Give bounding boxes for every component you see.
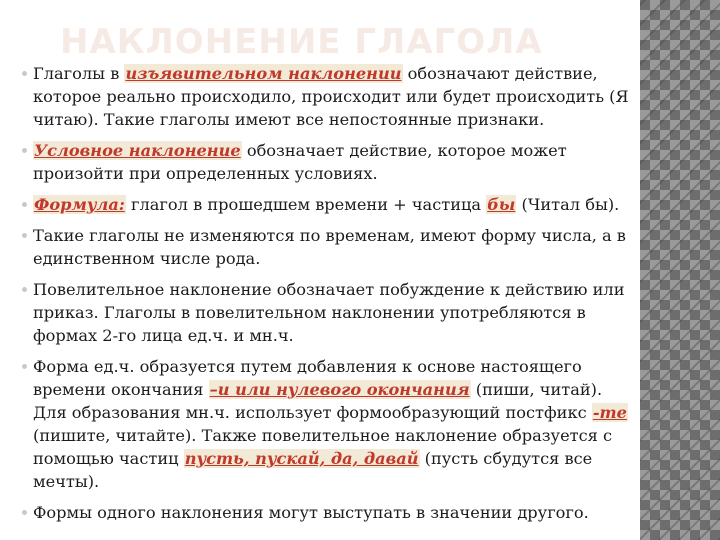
bullet-text: (пиши, читай). Для образования мн.ч. использует формообразующий постфикс xyxy=(33,380,603,422)
slide-title: НАКЛОНЕНИЕ ГЛАГОЛА xyxy=(60,22,543,62)
bullet-marker xyxy=(22,287,27,292)
bullet-text: (пусть сбудутся все мечты). xyxy=(33,449,593,491)
highlighted-term: изъявительном наклонении xyxy=(125,64,402,83)
bullet-text: Форма ед.ч. образуется путем добавления к основе настоящего времени окончания xyxy=(33,357,582,399)
highlighted-term: Условное наклонение xyxy=(34,141,241,160)
bullet-text: Глаголы в xyxy=(33,64,125,83)
bullet-text: (Читал бы). xyxy=(516,195,620,214)
highlighted-term: -те xyxy=(592,403,627,422)
highlighted-term: Формула: xyxy=(34,195,125,214)
bullet-marker xyxy=(22,233,27,238)
bullet-text: Формы одного наклонения могут выступать в значении другого. xyxy=(33,503,589,522)
bullet-list xyxy=(30,62,630,532)
decorative-pattern-panel xyxy=(640,0,720,540)
bullet-text: обозначает действие, которое может произойти при определенных условиях. xyxy=(33,141,567,183)
bullet-marker xyxy=(22,148,27,153)
bullet-item xyxy=(30,193,630,216)
bullet-text: обозначают действие, которое реально происходило, происходит или будет происходить (Я читаю). Такие глаголы имеют все непостоянные признаки. xyxy=(33,64,629,129)
bullet-marker xyxy=(22,202,27,207)
bullet-text: глагол в прошедшем времени + частица xyxy=(125,195,487,214)
bullet-item xyxy=(30,355,630,493)
bullet-text: (пишите, читайте). Также повелительное наклонение образуется с помощью частиц xyxy=(33,426,613,468)
bullet-text: Повелительное наклонение обозначает побуждение к действию или приказ. Глаголы в повелительном наклонении употребляются в формах 2-го лица ед.ч. и мн.ч. xyxy=(33,280,625,345)
highlighted-term: бы xyxy=(487,195,516,214)
bullet-item xyxy=(30,62,630,131)
highlighted-term: –и или нулевого окончания xyxy=(209,380,470,399)
bullet-item xyxy=(30,501,630,524)
bullet-item xyxy=(30,278,630,347)
bullet-marker xyxy=(22,364,27,369)
highlighted-term: пусть, пускай, да, давай xyxy=(184,449,419,468)
bullet-item xyxy=(30,224,630,270)
bullet-marker xyxy=(22,510,27,515)
bullet-item xyxy=(30,139,630,185)
bullet-marker xyxy=(22,71,27,76)
bullet-text: Такие глаголы не изменяются по временам, имеют форму числа, а в единственном числе рода. xyxy=(33,226,626,268)
